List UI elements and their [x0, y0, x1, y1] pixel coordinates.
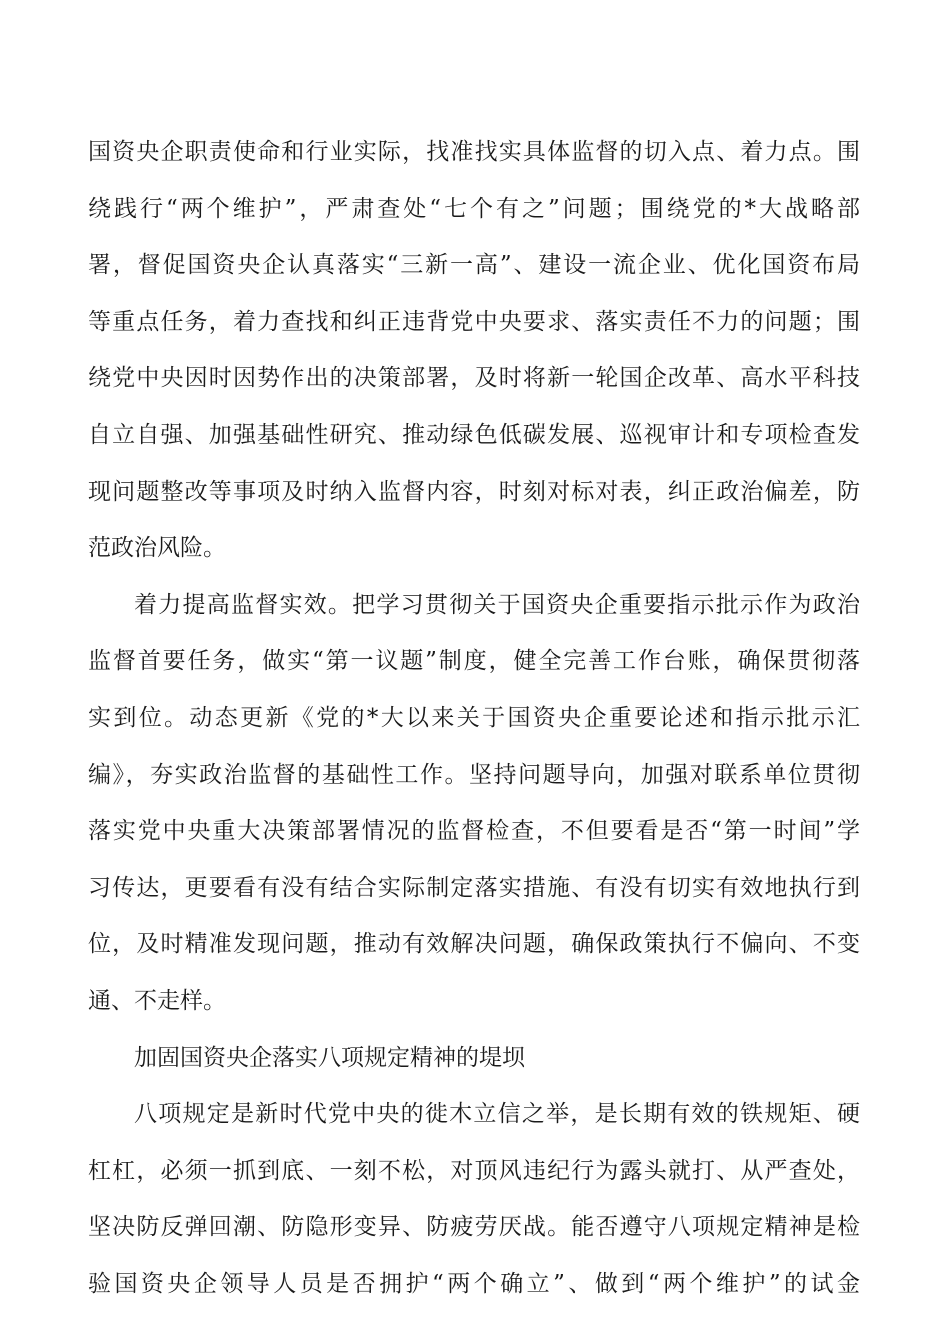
text-line: 八项规定是新时代党中央的徙木立信之举，是长期有效的铁规矩、硬: [134, 1101, 860, 1128]
text-line: 杠杠，必须一抓到底、一刻不松，对顶风违纪行为露头就打、从严查处，: [88, 1157, 860, 1184]
text-line: 坚决防反弹回潮、防隐形变异、防疲劳厌战。能否遵守八项规定精神是检: [88, 1214, 860, 1241]
text-line: 现问题整改等事项及时纳入监督内容，时刻对标对表，纠正政治偏差，防: [88, 478, 860, 505]
text-line: 验国资央企领导人员是否拥护“两个确立”、做到“两个维护”的试金: [88, 1270, 860, 1297]
document-body: [88, 124, 860, 1312]
text-line: 位，及时精准发现问题，推动有效解决问题，确保政策执行不偏向、不变: [88, 931, 860, 958]
section-heading: [88, 1030, 860, 1087]
text-line: 署，督促国资央企认真落实“三新一高”、建设一流企业、优化国资布局: [88, 252, 860, 279]
paragraph-3: [88, 1086, 860, 1312]
paragraph-1: [88, 124, 860, 577]
text-line: 实到位。动态更新《党的*大以来关于国资央企重要论述和指示批示汇: [88, 704, 860, 731]
text-line: 习传达，更要看有没有结合实际制定落实措施、有没有切实有效地执行到: [88, 874, 860, 901]
text-line: 通、不走样。: [88, 987, 226, 1014]
heading-text: 加固国资央企落实八项规定精神的堤坝: [134, 1044, 525, 1071]
text-line: 绕践行“两个维护”，严肃查处“七个有之”问题；围绕党的*大战略部: [88, 195, 860, 222]
text-line: 落实党中央重大决策部署情况的监督检查，不但要看是否“第一时间”学: [88, 818, 860, 845]
text-line: 绕党中央因时因势作出的决策部署，及时将新一轮国企改革、高水平科技: [88, 365, 860, 392]
paragraph-2: [88, 577, 860, 1030]
text-line: 国资央企职责使命和行业实际，找准找实具体监督的切入点、着力点。围: [88, 139, 860, 165]
text-line: 着力提高监督实效。把学习贯彻关于国资央企重要指示批示作为政治: [134, 591, 860, 618]
text-line: 编》，夯实政治监督的基础性工作。坚持问题导向，加强对联系单位贯彻: [88, 761, 860, 788]
text-line: 等重点任务，着力查找和纠正违背党中央要求、落实责任不力的问题；围: [88, 308, 860, 335]
text-line: 范政治风险。: [88, 535, 226, 562]
text-line: 自立自强、加强基础性研究、推动绿色低碳发展、巡视审计和专项检查发: [88, 421, 860, 448]
text-line: 监督首要任务，做实“第一议题”制度，健全完善工作台账，确保贯彻落: [88, 648, 860, 675]
